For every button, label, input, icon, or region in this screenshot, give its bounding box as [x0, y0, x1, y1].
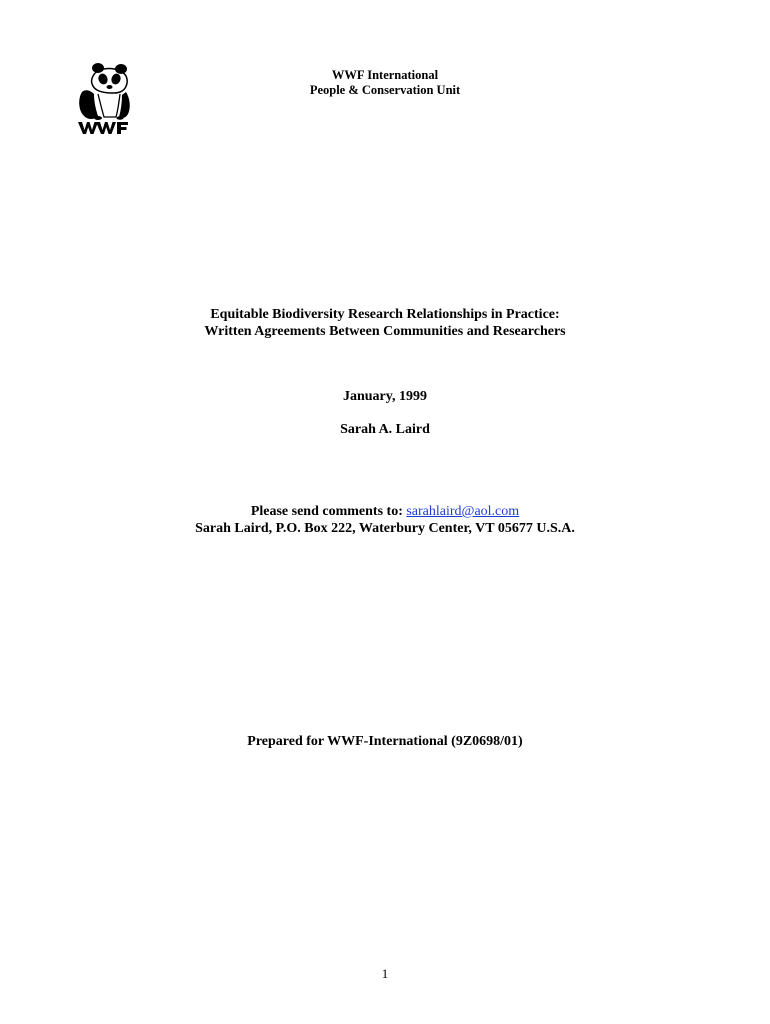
email-link[interactable]: sarahlaird@aol.com [406, 504, 520, 519]
document-author: Sarah A. Laird [340, 422, 430, 437]
document-date: January, 1999 [342, 389, 427, 404]
prepared-for: Prepared for WWF-International (9Z0698/01) [247, 734, 523, 749]
comments-line [0, 503, 770, 520]
document-title-line-1: Equitable Biodiversity Research Relationships in Practice: [210, 307, 560, 322]
unit-name: People & Conservation Unit [309, 83, 461, 97]
page-number: 1 [381, 966, 389, 981]
mailing-address: Sarah Laird, P.O. Box 222, Waterbury Center, VT 05677 U.S.A. [195, 521, 575, 536]
document-title-line-2: Written Agreements Between Communities and Researchers [204, 324, 566, 339]
organization-name: WWF International [331, 68, 439, 82]
comments-prompt: Please send comments to: [250, 504, 403, 519]
document-header [0, 68, 770, 98]
